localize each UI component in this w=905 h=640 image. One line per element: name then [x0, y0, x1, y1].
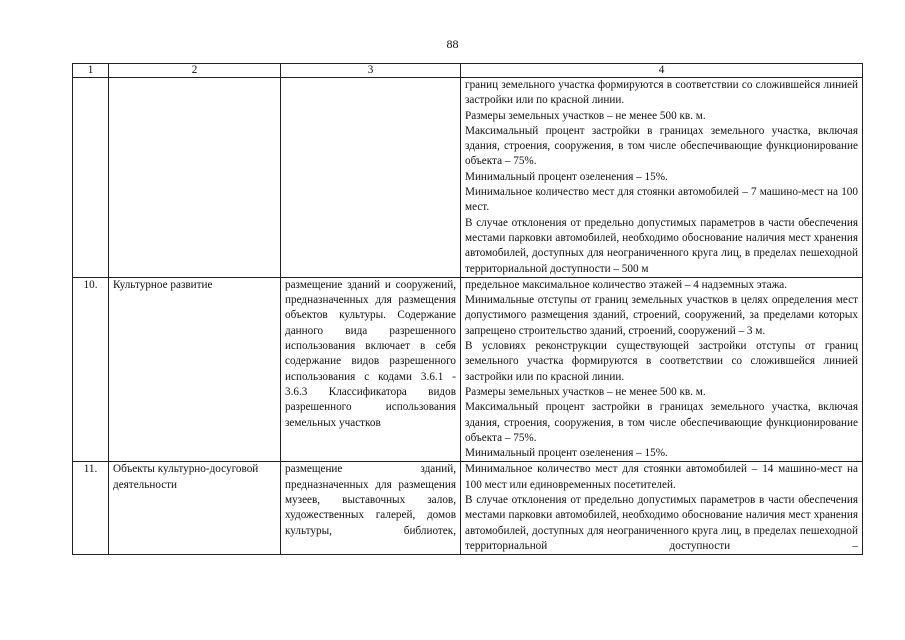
- use-type-name: [109, 78, 281, 278]
- parameter-text: Максимальный процент застройки в границах земельного участка, включая здания, строения, сооружения, в том числе обеспечивающие функционирование объекта – 75%.: [465, 401, 858, 444]
- row-number: 11.: [73, 462, 109, 555]
- table-row: [73, 462, 863, 555]
- row-number: [73, 78, 109, 278]
- row-number: 10.: [73, 277, 109, 462]
- parameter-text: Размеры земельных участков – не менее 500 кв. м.: [465, 385, 706, 398]
- column-number: 2: [109, 64, 281, 78]
- parameter-text: В случае отклонения от предельно допустимых параметров в части обеспечения местами парковки автомобилей, необходимо обоснование наличия мест хранения автомобилей, доступных для неограниченного круга лиц, в пределах пешеходной территориальной доступности –: [465, 494, 858, 552]
- description-text: размещение зданий, предназначенных для размещения музеев, выставочных залов, художественных галерей, домов культуры, библиотек,: [285, 463, 456, 537]
- table-row: [73, 277, 863, 462]
- parameter-text: Минимальное количество мест для стоянки автомобилей – 7 машино-мест на 100 мест.: [465, 186, 858, 214]
- column-number-row: [73, 64, 863, 78]
- use-type-description: [281, 462, 461, 555]
- parameters-cell: [461, 78, 863, 278]
- use-type-name: Культурное развитие: [109, 277, 281, 462]
- use-type-description: [281, 78, 461, 278]
- parameter-text: Минимальное количество мест для стоянки автомобилей – 14 машино-мест на 100 мест или единовременных посетителей.: [465, 463, 858, 491]
- parameters-cell: [461, 462, 863, 555]
- use-type-name: Объекты культурно-досуговой деятельности: [109, 462, 281, 555]
- description-text: размещение зданий и сооружений, предназначенных для размещения объектов культуры. Содержание данного вида разрешенного использования включает в себя содержание видов разрешенного использования с кодами 3.6.1 - 3.6.3 Классификатора видов разрешенного использования земельных участков: [285, 278, 456, 429]
- column-number: 1: [73, 64, 109, 78]
- zoning-table: [72, 63, 863, 555]
- parameter-text: границ земельного участка формируются в соответствии со сложившейся линией застройки или по красной линии.: [465, 79, 858, 107]
- parameter-text: В случае отклонения от предельно допустимых параметров в части обеспечения местами парковки автомобилей, необходимо обоснование наличия мест хранения автомобилей, доступных для неограниченного круга лиц, в пределах пешеходной территориальной доступности – 500 м: [465, 216, 858, 275]
- column-number: 4: [461, 64, 863, 78]
- parameter-text: Минимальный процент озеленения – 15%.: [465, 447, 668, 460]
- parameter-text: Размеры земельных участков – не менее 500 кв. м.: [465, 109, 706, 122]
- column-number: 3: [281, 64, 461, 78]
- parameter-text: В условиях реконструкции существующей застройки отступы от границ земельного участка формируются в соответствии со сложившейся линией застройки или по красной линии.: [465, 340, 858, 383]
- parameters-cell: [461, 277, 863, 462]
- parameter-text: предельное максимальное количество этажей – 4 надземных этажа.: [465, 278, 788, 291]
- table-row: [73, 78, 863, 278]
- use-type-description: [281, 277, 461, 462]
- page-number: 88: [446, 37, 459, 51]
- parameter-text: Максимальный процент застройки в границах земельного участка, включая здания, строения, сооружения, в том числе обеспечивающие функционирование объекта – 75%.: [465, 124, 858, 168]
- parameter-text: Минимальный процент озеленения – 15%.: [465, 170, 668, 183]
- parameter-text: Минимальные отступы от границ земельных участков в целях определения мест допустимого размещения зданий, строений, сооружений, за пределами которых запрещено строительство зданий, строений, сооружений – 3 м.: [465, 294, 858, 337]
